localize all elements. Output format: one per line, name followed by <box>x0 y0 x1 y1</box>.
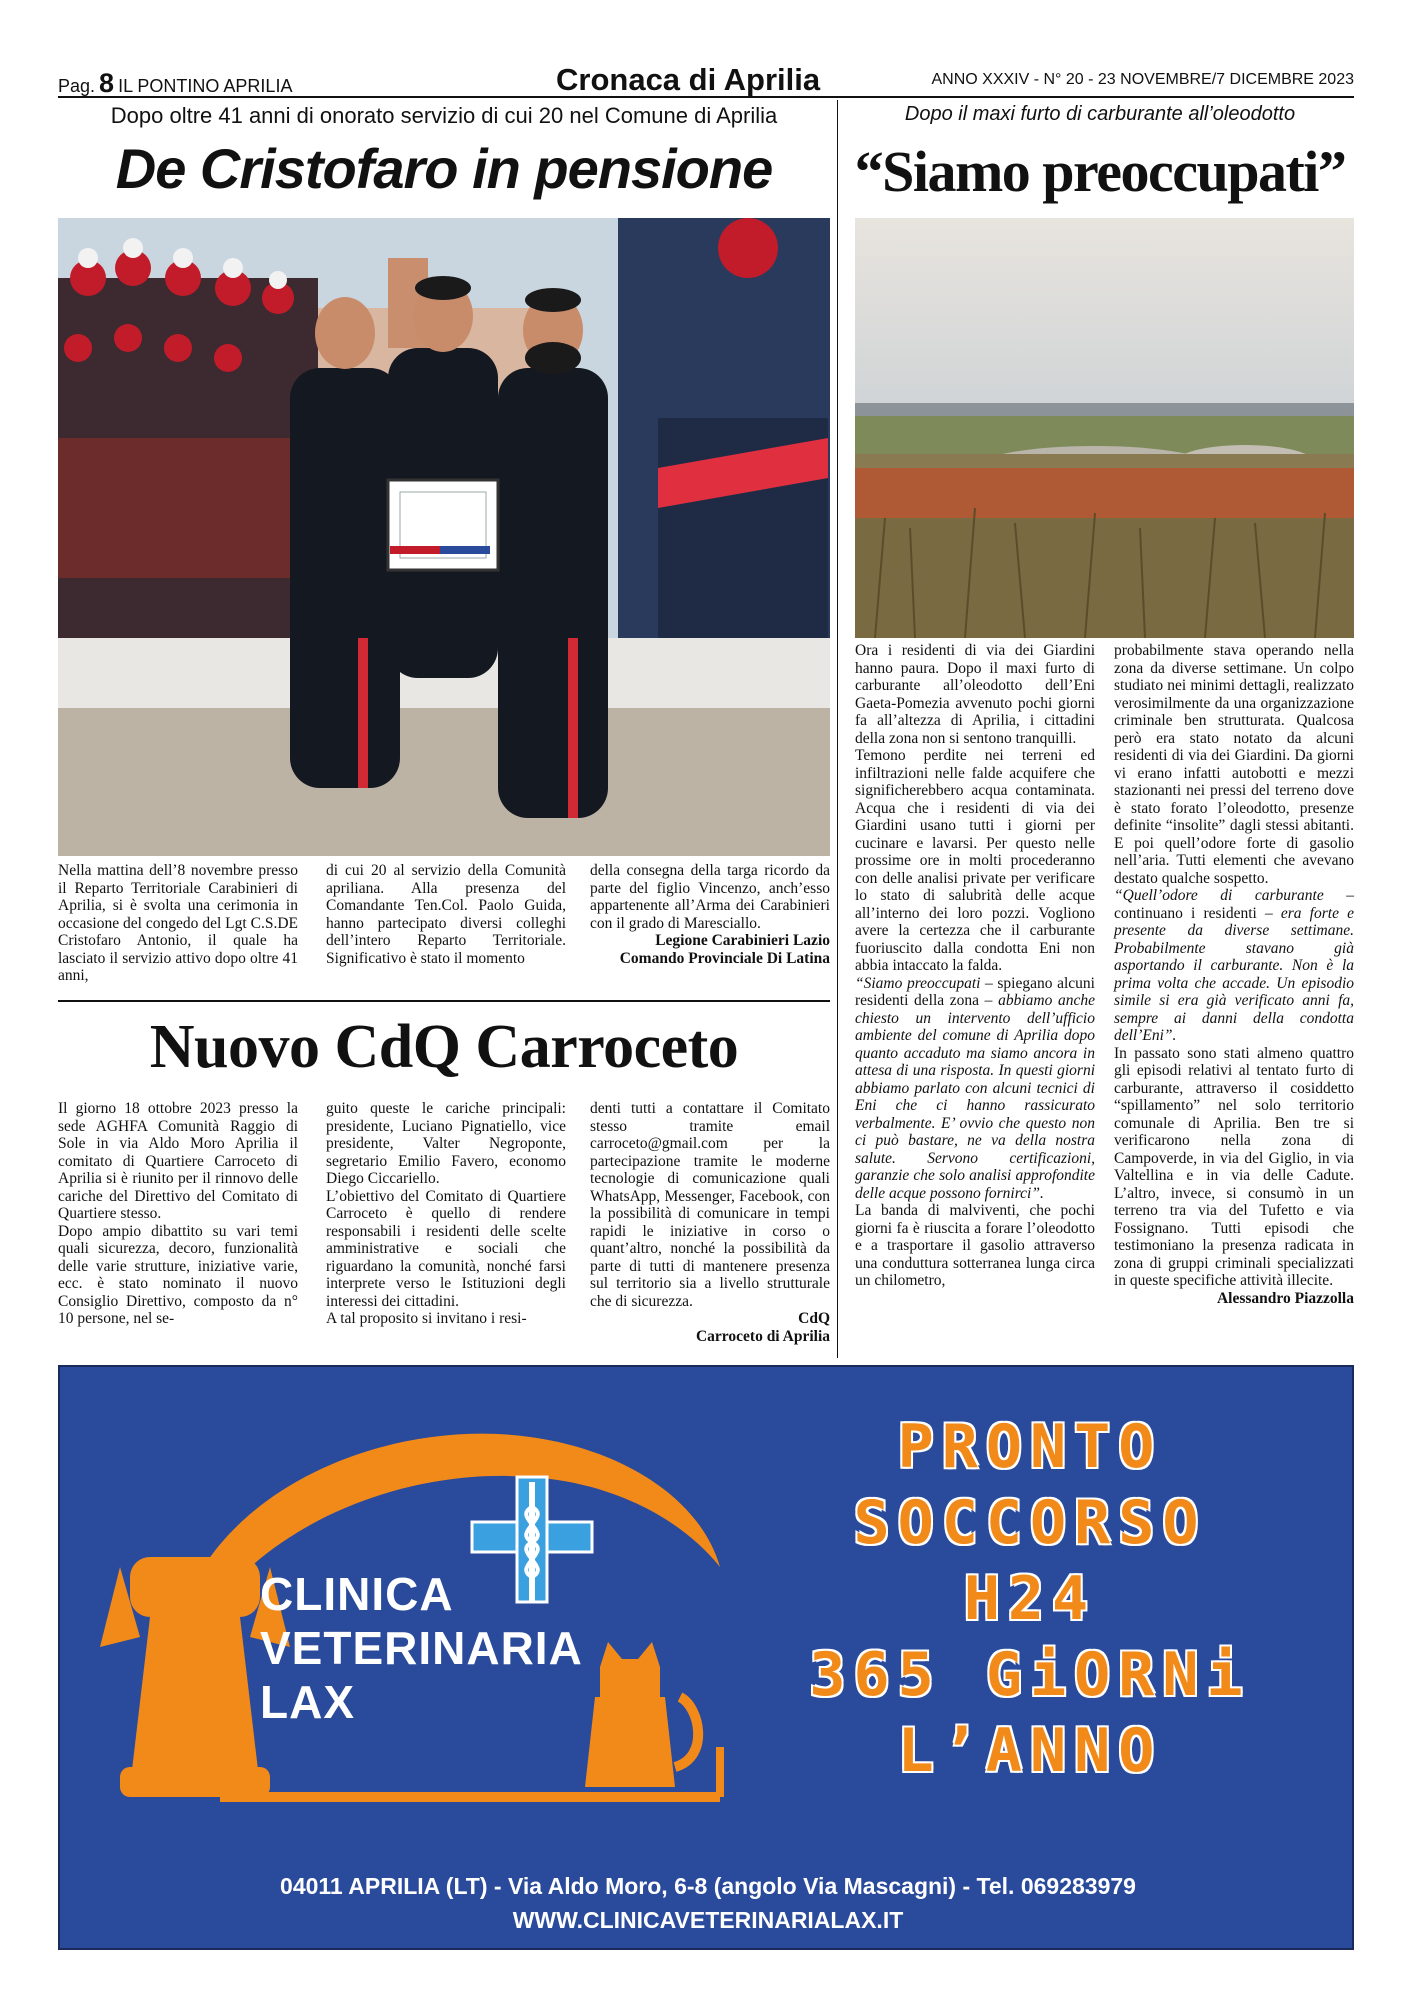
story1-column-3 <box>590 862 830 967</box>
story1-headline: De Cristofaro in pensione <box>115 137 773 200</box>
story2-paragraph: Dopo ampio dibattito su vari temi quali sicurezza, decoro, funzionalità delle varie strutture, iniziative varie, ecc. è stato nominato il nuovo Consiglio Direttivo, composto da n° 10 persone, nel se- <box>58 1222 298 1327</box>
story1-column-1 <box>58 862 298 985</box>
clinic-website-link[interactable]: WWW.CLINICAVETERINARIALAX.IT <box>512 1907 904 1933</box>
story2-headline: Nuovo CdQ Carroceto <box>149 1013 739 1081</box>
story3-headline: “Siamo preoccupati” <box>854 139 1346 204</box>
story2-paragraph: Il giorno 18 ottobre 2023 presso la sede AGHFA Comunità Raggio di Sole in via Aldo Moro Aprilia il comitato di Quartiere Carroceto di Aprilia si è riunito per il rinnovo delle cariche del Direttivo del Comitato di Quartiere stesso. <box>58 1100 298 1222</box>
field-landscape-photo <box>855 218 1354 638</box>
story3-paragraph <box>855 975 1095 1203</box>
carabinieri-ceremony-photo <box>58 218 830 856</box>
story1-signature-line-1: Legione Carabinieri Lazio <box>655 932 830 949</box>
story2-column-3 <box>590 1100 830 1345</box>
story3-quote: abbiamo anche chiesto un intervento dell’ufficio ambiente del comune di Aprilia dopo quanto accaduto ma siamo ancora in attesa di una risposta. In questi giorni abbiamo parlato con alcuni tecnici di Eni che ci hanno rassicurato verbalmente. E’ ovvio che questo non ci può bastare, ne va della nostra salute. Servono certificazioni, garanzie che solo analisi approfondite delle acque possono fornirci”. <box>855 992 1095 1202</box>
slogan-line-5: L’ANNO <box>897 1716 1163 1786</box>
story3-attribution: continuano i residenti – <box>1114 904 1281 922</box>
story3-column-1 <box>855 642 1095 1290</box>
story-divider <box>58 1000 830 1002</box>
story3-paragraph: Ora i residenti di via dei Giardini hanno paura. Dopo il maxi furto di carburante all’oleodotto dell’Eni Gaeta-Pomezia avvenuto pochi giorni fa all’altezza di Aprilia, i cittadini della zona non si sentono tranquilli. <box>855 642 1095 747</box>
story2-paragraph: guito queste le cariche principali: presidente, Luciano Pignatiello, vice presidente, Valter Negroponte, segretario Emilio Favero, economo Diego Ciccariello. <box>326 1100 566 1187</box>
story3-paragraph: probabilmente stava operando nella zona da diverse settimane. Un colpo studiato nei minimi dettagli, realizzato verosimilmente da una organizzazione criminale ben strutturata. Qualcosa però era stato notato da alcuni residenti di via dei Giardini. Da giorni vi erano infatti autobotti e mezzi stazionanti nei pressi del terreno dove è stato forato l’oleodotto, presenze definite “insolite” dagli stessi abitanti. E poi quell’odore forte di gasolio nell’aria. Tutti elementi che avevano destato qualche sospetto. <box>1114 642 1354 887</box>
story3-attribution: – spiegano alcuni residenti della zona – <box>855 974 1095 1009</box>
story3-kicker: Dopo il maxi furto di carburante all’oleodotto <box>904 103 1296 125</box>
column-divider <box>837 100 838 1358</box>
clinic-name-line-1: CLINICA <box>260 1568 454 1620</box>
story2-signature-line-2: Carroceto di Aprilia <box>695 1327 830 1345</box>
story1-paragraph-3: della consegna della targa ricordo da parte del figlio Vincenzo, anch’esso appartenente all’Arma dei Carabinieri con il grado di Maresciallo. <box>590 862 830 932</box>
emergency-slogan <box>730 1409 1330 1789</box>
story3-paragraph: Temono perdite nei terreni ed infiltrazioni nelle falde acquifere che significherebbero acqua contaminata. Acqua che i residenti di via dei Giardini usano tutti i giorni per cucinare e lavarsi. Per questo nelle prossime ore in molti procederanno con delle analisi private per verificare lo stato di salubrità delle acque all’interno dei loro pozzi. Vogliono avere la certezza che il carburante fuoriuscito dalla condotta Eni non abbia intaccato la falda. <box>855 747 1095 974</box>
slogan-line-2: SOCCORSO <box>853 1488 1207 1558</box>
page-number: 8 <box>99 68 115 98</box>
story3-paragraph: La banda di malviventi, che pochi giorni fa è riuscita a forare l’oleodotto e a trasportare il gasolio attraverso una conduttura sotterranea lunga circa un chilometro, <box>855 1202 1095 1289</box>
story1-column-2 <box>326 862 566 967</box>
story3-paragraph <box>1114 887 1354 1045</box>
clinic-name-line-3: LAX <box>260 1676 355 1728</box>
story2-column-2 <box>326 1100 566 1328</box>
issue-info: ANNO XXXIV - N° 20 - 23 NOVEMBRE/7 DICEMBRE 2023 <box>931 71 1354 88</box>
page-label-text: Pag. <box>58 76 96 96</box>
story3-quote: era forte e presente da diverse settimane. Probabilmente stavano già asportando il carburante. Non è la prima volta che accade. Un episodio simile si era già verificato anni fa, sempre ai danni della condotta dell’Eni”. <box>1114 904 1354 1044</box>
story2-paragraph: denti tutti a contattare il Comitato stesso tramite email carroceto@gmail.com per la partecipazione tramite le moderne tecnologie di comunicazione quali WhatsApp, Messenger, Facebook, con la possibilità di comunicare in tempi rapidi le iniziative in corso o quant’altro, nonché la possibilità da parte di tutti di mantenere presenza sul territorio sia a livello strutturale che di sicurezza. <box>590 1100 830 1310</box>
story1-kicker: Dopo oltre 41 anni di onorato servizio di cui 20 nel Comune di Aprilia <box>110 103 778 128</box>
story3-column-2 <box>1114 642 1354 1307</box>
story3-quote: “Quell’odore di carburante – <box>1114 887 1354 904</box>
slogan-line-1: PRONTO <box>897 1412 1163 1482</box>
clinic-name <box>260 1567 583 1729</box>
story2-column-1 <box>58 1100 298 1328</box>
story1-paragraph-2: di cui 20 al servizio della Comunità apriliana. Alla presenza del Comandante Ten.Col. Paolo Guida, hanno partecipato diversi colleghi dell’intero Reparto Territoriale. Significativo è stato il momento <box>326 862 566 967</box>
slogan-line-3: H24 <box>963 1564 1097 1634</box>
slogan-line-4: 365 GiORNi <box>809 1640 1251 1710</box>
section-title: Cronaca di Aprilia <box>556 62 821 97</box>
story3-signature: Alessandro Piazzolla <box>1216 1289 1354 1307</box>
page-label <box>58 68 292 99</box>
story2-signature-line-1: CdQ <box>798 1310 830 1327</box>
vet-clinic-advertisement <box>58 1365 1354 1950</box>
story3-quote: “Siamo preoccupati <box>855 974 981 992</box>
story1-paragraph-1: Nella mattina dell’8 novembre presso il Reparto Territoriale Carabinieri di Aprilia, si è svolta una cerimonia in occasione del congedo del Lgt C.S.DE Cristofaro Antonio, il quale ha lasciato il servizio attivo dopo oltre 41 anni, <box>58 862 298 984</box>
story2-paragraph: A tal proposito si invitano i resi- <box>326 1310 527 1327</box>
story2-paragraph: L’obiettivo del Comitato di Quartiere Carroceto è quello di rendere responsabili i residenti delle scelte amministrative e sociali che riguardano la comunità, nonché farsi interprete verso le Istituzioni degli interessi dei cittadini. <box>326 1187 566 1310</box>
story3-paragraph: In passato sono stati almeno quattro gli episodi relativi al tentato furto di carburante, attraverso il cosiddetto “spillamento” nel solo territorio comunale di Aprilia. Ben tre si verificarono nella zona di Campoverde, in via del Giglio, in via Valtellina e in via delle Cadute. L’altro, invece, si consumò in un terreno tra via del Tufetto e via Fossignano. Tutti episodi che testimoniano la presenza radicata in zona di gruppi criminali specializzati in queste specifiche attività illecite. <box>1114 1044 1354 1289</box>
page-header <box>58 62 1354 98</box>
story1-signature-line-2: Comando Provinciale Di Latina <box>619 949 830 967</box>
clinic-address: 04011 APRILIA (LT) - Via Aldo Moro, 6-8 (angolo Via Mascagni) - Tel. 069283979 <box>280 1873 1136 1899</box>
paper-name: IL PONTINO APRILIA <box>118 76 293 96</box>
clinic-name-line-2: VETERINARIA <box>260 1622 583 1674</box>
